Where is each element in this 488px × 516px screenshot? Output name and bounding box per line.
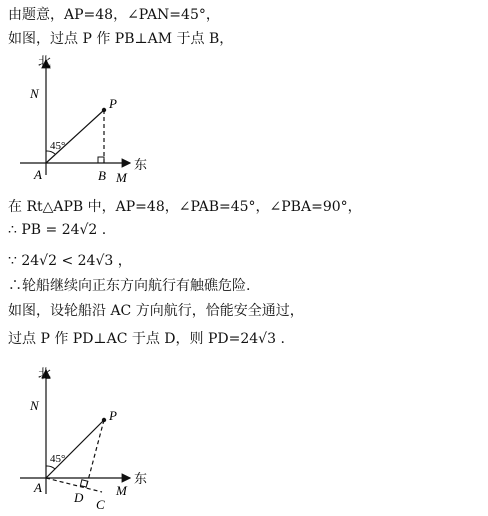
label-d: D (74, 490, 84, 505)
text-line-8: 过点 P 作 PD⊥AC 于点 D，则 PD=24√3 . (8, 331, 285, 347)
label-n: N (30, 86, 39, 101)
label-m: M (116, 170, 127, 185)
text-line-1: 由题意，AP=48，∠PAN=45°， (8, 7, 220, 23)
label-north: 北 (38, 54, 52, 69)
diagram-1 (20, 50, 160, 190)
label-n: N (30, 398, 39, 413)
text-line-4: ∴ PB = 24√2 . (8, 222, 107, 238)
label-p: P (109, 408, 117, 423)
label-a: A (34, 167, 42, 182)
label-p: P (109, 96, 117, 111)
point-p (102, 108, 106, 112)
label-angle: 45° (50, 140, 66, 152)
label-east: 东 (134, 471, 148, 486)
right-angle-mark (98, 157, 104, 163)
text-line-7: 如图，设轮船沿 AC 方向航行，恰能安全通过， (8, 303, 304, 319)
label-c: C (96, 497, 105, 512)
text-line-5: ∵ 24√2 < 24√3 ， (8, 253, 132, 269)
label-b: B (98, 168, 106, 183)
label-m: M (116, 483, 127, 498)
line-ap (46, 110, 104, 163)
point-p (102, 418, 106, 422)
text-line-3: 在 Rt△APB 中，AP=48，∠PAB=45°，∠PBA=90°， (8, 199, 362, 215)
angle-arc (46, 466, 55, 469)
text-line-6: ∴轮船继续向正东方向航行有触礁危险. (8, 278, 251, 294)
label-north: 北 (38, 366, 52, 381)
diagram-2 (20, 362, 160, 514)
text-line-2: 如图，过点 P 作 PB⊥AM 于点 B， (8, 31, 234, 47)
label-east: 东 (134, 157, 148, 172)
label-a: A (34, 480, 42, 495)
label-angle: 45° (50, 453, 66, 465)
